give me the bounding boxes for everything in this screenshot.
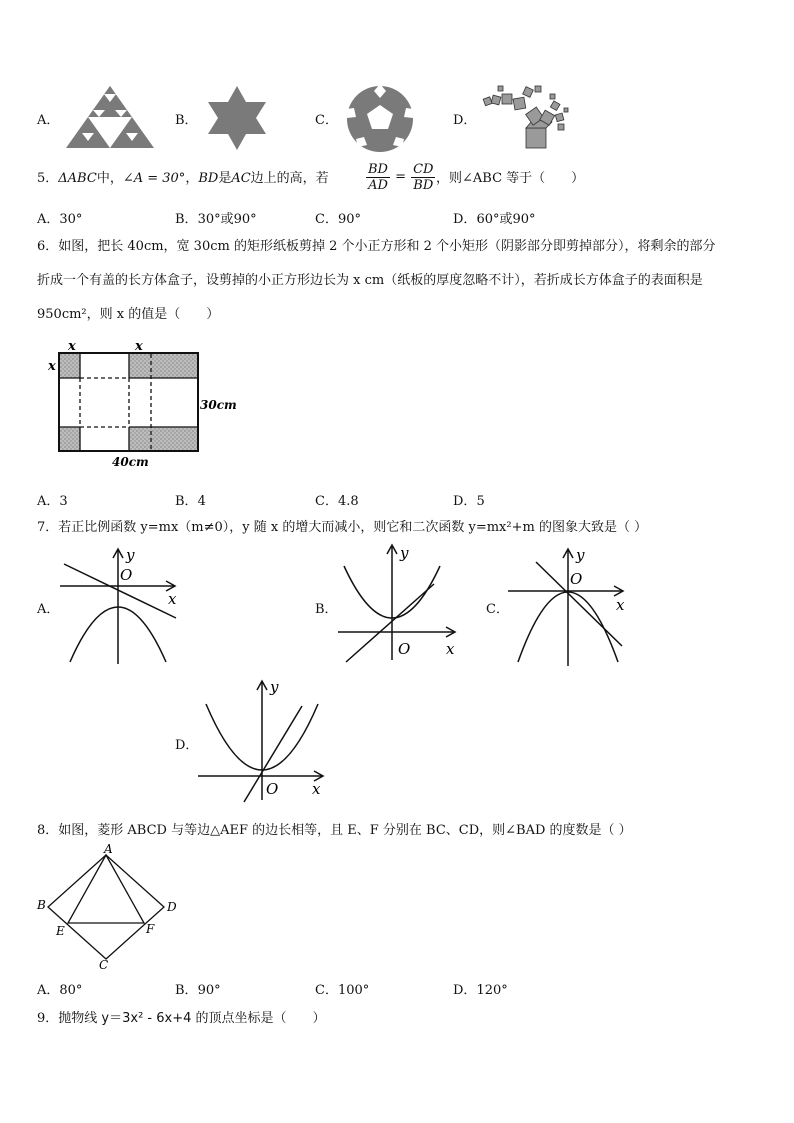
q6-option-c: C．4.8 (315, 494, 359, 509)
q6-line-3: 950cm²，则 x 的值是（ ） (37, 307, 220, 322)
q9-text-2: 的顶点坐标是（ ） (191, 1011, 326, 1026)
rhombus-triangle-figure (34, 843, 184, 971)
q5-option-c: C．90° (315, 212, 361, 227)
q8-label-c: C (99, 958, 109, 972)
cardboard-rectangle-figure (44, 338, 244, 474)
pentagon-ring-figure (342, 83, 418, 151)
q8-label-a: A (104, 842, 113, 856)
q7-d-origin-label: O (266, 780, 279, 798)
q7-option-a-letter: A． (37, 602, 60, 617)
sierpinski-triangle-figure (64, 84, 156, 150)
q5-angle-condition: ∠A = 30° (122, 171, 186, 186)
q6-line-2: 折成一个有盖的长方体盒子，设剪掉的小正方形边长为 x cm（纸板的厚度忽略不计），若折成长方体盒子的表面积是 (37, 273, 703, 288)
q8-label-d: D (167, 900, 177, 914)
q5-option-d: D．60°或90° (453, 212, 536, 227)
q6-fig-label-30cm: 30cm (200, 398, 237, 412)
q7-b-x-label: x (446, 640, 455, 658)
q5-number: 5． (37, 171, 59, 186)
q5-fraction-1-numerator: BD (368, 162, 388, 177)
q8-label-b: B (37, 898, 46, 912)
q8-stem: 8．如图，菱形 ABCD 与等边△AEF 的边长相等，且 E、F 分别在 BC、CD，则∠BAD 的度数是（ ） (37, 823, 632, 838)
q5-triangle: ΔABC (58, 171, 97, 186)
q4-option-a-letter: A． (37, 113, 60, 128)
q6-fig-x-left: x (48, 359, 56, 374)
q6-fig-label-40cm: 40cm (112, 455, 149, 469)
q7-b-origin-label: O (398, 640, 411, 658)
q7-c-origin-label: O (570, 570, 583, 588)
q7-d-x-label: x (312, 780, 321, 798)
q5-fraction-2-denominator: BD (413, 178, 434, 193)
pythagoras-tree-figure (480, 84, 572, 150)
q6-fig-x-top-1: x (68, 339, 76, 354)
q5-fraction-1-denominator: AD (368, 178, 388, 193)
q5-stem-tail: ，则∠ABC 等于（ ） (436, 171, 585, 186)
q5-fraction-1 (366, 162, 390, 193)
q6-option-a: A．3 (37, 494, 68, 509)
q7-c-x-label: x (616, 596, 625, 614)
q4-option-c-letter: C． (315, 113, 338, 128)
q5-option-b: B．30°或90° (175, 212, 257, 227)
q5-stem (37, 170, 329, 188)
q9-formula: y＝3x² - 6x+4 (101, 1011, 192, 1026)
q8-label-e: E (56, 924, 65, 938)
q5-fraction-2-numerator: CD (413, 162, 434, 177)
q8-option-c: C．100° (315, 983, 370, 998)
q7-stem: 7．若正比例函数 y=mx（m≠0），y 随 x 的增大而减小，则它和二次函数 y=mx²+m 的图象大致是（ ） (37, 520, 648, 535)
q7-d-y-label: y (270, 678, 279, 696)
q5-bd: BD (198, 171, 219, 186)
q9-stem (37, 1010, 326, 1028)
q6-option-b: B．4 (175, 494, 206, 509)
q7-graph-a (58, 544, 188, 666)
q7-a-y-label: y (126, 546, 135, 564)
q6-line-1: 6．如图，把长 40cm，宽 30cm 的矩形纸板剪掉 2 个小正方形和 2 个小矩形（阴影部分即剪掉部分），将剩余的部分 (37, 239, 716, 254)
q8-option-b: B．90° (175, 983, 221, 998)
q8-option-a: A．80° (37, 983, 83, 998)
q7-option-d-letter: D． (175, 738, 199, 753)
q5-height-text: 边上的高，若 (250, 171, 329, 186)
q7-option-c-letter: C． (486, 602, 509, 617)
q7-graph-c (506, 544, 636, 668)
q5-is-text: 是 (218, 171, 232, 186)
q5-text-middle1: 中， (96, 171, 123, 186)
q5-separator: ， (185, 171, 199, 186)
q9-number: 9． (37, 1011, 59, 1026)
q7-graph-d (196, 676, 332, 802)
q7-option-b-letter: B． (315, 602, 338, 617)
q5-option-a: A．30° (37, 212, 83, 227)
q8-option-d: D．120° (453, 983, 508, 998)
q7-graph-b (336, 540, 466, 662)
q5-equals: = (395, 169, 406, 185)
q5-fraction-2 (411, 162, 435, 193)
hexagram-star-figure (206, 85, 268, 151)
q7-b-y-label: y (400, 544, 409, 562)
q5-fraction-equation (366, 162, 435, 193)
q4-option-b-letter: B． (175, 113, 198, 128)
q4-option-d-letter: D． (453, 113, 477, 128)
q6-option-d: D．5 (453, 494, 485, 509)
q7-a-origin-label: O (120, 566, 133, 584)
q5-ac: AC (231, 171, 251, 186)
q9-text-1: 抛物线 (58, 1011, 102, 1026)
q7-c-y-label: y (576, 546, 585, 564)
q8-label-f: F (146, 922, 155, 936)
q7-a-x-label: x (168, 590, 177, 608)
q6-fig-x-top-2: x (135, 339, 143, 354)
